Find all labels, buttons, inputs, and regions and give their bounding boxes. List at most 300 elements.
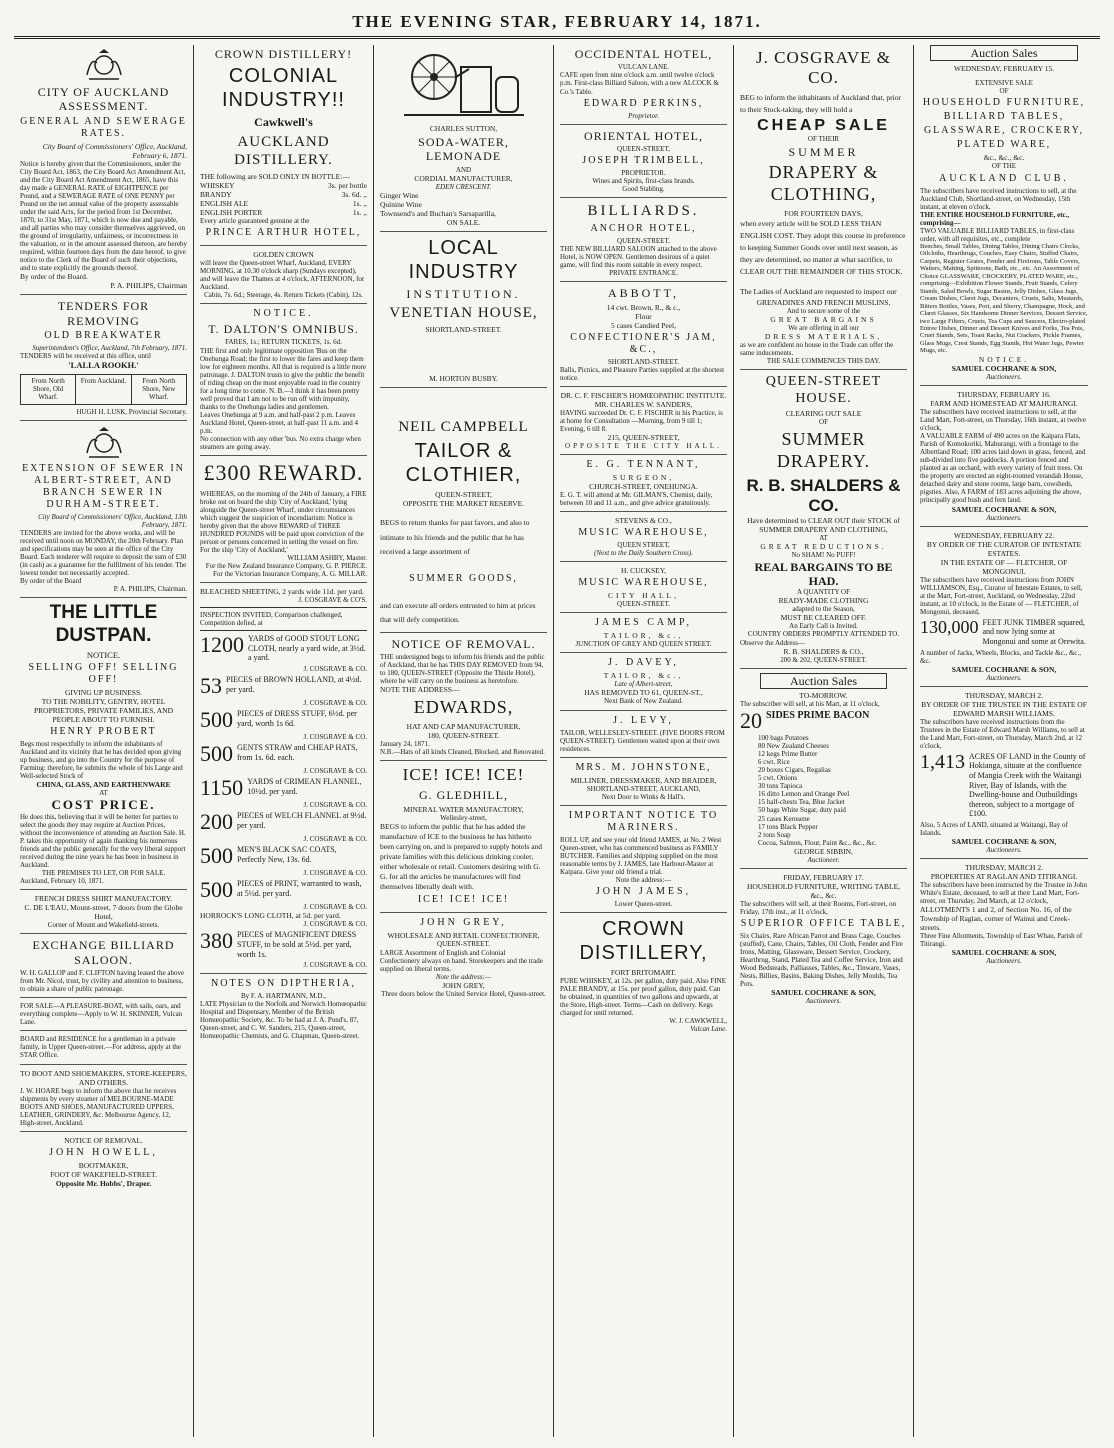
- ad-cosgrave-lots: [200, 587, 367, 974]
- reward-sign: For the Victorian Insurance Company, A. G. MILLAR.: [213, 569, 367, 578]
- ad-stevens: [560, 516, 727, 562]
- grey-name: JOHN GREY,: [420, 917, 507, 929]
- column-5: [734, 45, 914, 1437]
- list-item: 6 cwt. Rice: [758, 758, 790, 767]
- cosgrave-title: J. COSGRAVE & CO.: [755, 48, 892, 88]
- crown-distillery-2: CROWN DISTILLERY,: [579, 918, 708, 965]
- fischer-title: DR. C. F. FISCHER'S HOMŒOPATHIC INSTITUTE.: [560, 390, 727, 400]
- lot-text: PIECES of MAGNIFICENT DRESS STUFF, to be sold at 5½d. per yard, worth 1s.: [237, 930, 357, 959]
- cordial: CORDIAL MANUFACTURER,: [414, 173, 513, 183]
- reward-for: For the ship 'City of Auckland,': [200, 545, 288, 554]
- thu3-date: THURSDAY, MARCH 2.: [965, 863, 1043, 873]
- mariners-note: Note the address:—: [615, 876, 672, 884]
- ad-office-table: [740, 873, 907, 1009]
- royal-crest-icon: [79, 425, 129, 461]
- perkins: EDWARD PERKINS,: [583, 97, 704, 109]
- music-warehouse-2: MUSIC WAREHOUSE,: [578, 577, 709, 589]
- allotments: ALLOTMENTS 1 and 2, of Section No. 16, of the Township of Raglan, corner of Wainui and Creek-streets.: [920, 905, 1072, 933]
- list-item: 25 cases Kerosene: [758, 814, 810, 823]
- ad-auckland-club: [920, 45, 1088, 386]
- french-name: C. DE L'EAU, Mount-street, 7 doors from the Globe Hotel,: [24, 903, 183, 922]
- soda-machine-engraving-icon: [399, 47, 529, 122]
- ad-fischer: [560, 391, 727, 455]
- cochrane-sign: SAMUEL COCHRANE & SON,: [951, 837, 1057, 847]
- assess-order: By order of the Board.: [20, 272, 88, 282]
- ad-davey: [560, 657, 727, 710]
- lot-text: YARDS of GOOD STOUT LONG CLOTH, nearly a yard wide, at 3½d. a yard.: [248, 634, 366, 663]
- neil-campbell: NEIL CAMPBELL: [398, 419, 529, 436]
- auctioneers-label: Auctioneers.: [986, 673, 1022, 682]
- lot-text: ACRES OF LAND in the County of Hokianga, situate at the confluence of Mangia Creek with the Waitangi River, Bay of Islands, with the Dwelling-house and Outbuildings thereon, subject to a mortgage of £100.: [969, 751, 1086, 819]
- farm-title: FARM AND HOMESTEAD AT MAHURANGI.: [930, 398, 1078, 408]
- johnstone: MRS. M. JOHNSTONE,: [575, 761, 712, 773]
- grey-queen: QUEEN-STREET.: [437, 940, 490, 949]
- list-item: 2 tons Soap: [758, 830, 791, 839]
- ad-exchange-billiard: [20, 938, 187, 998]
- column-4: [554, 45, 734, 1437]
- mineral: MINERAL WATER MANUFACTORY,: [403, 804, 524, 814]
- secure: And to secure some of the: [786, 306, 861, 315]
- ad-omnibus: [200, 308, 367, 456]
- steamer-fares: Cabin, 7s. 6d.; Steerage, 4s. Return Tickets (Cabin), 12s.: [204, 291, 363, 300]
- auckland-club: AUCKLAND CLUB.: [939, 172, 1069, 184]
- drink-item: Ginger Wine: [380, 190, 419, 200]
- tenders-sign: HUGH H. LUSK, Provincial Secretary.: [76, 407, 187, 416]
- balls: Balls, Picnics, and Pleasure Parties supplied at the shortest notice.: [560, 365, 725, 382]
- cosgrave-sign: J. COSGRAVE & CO.: [303, 767, 367, 776]
- masthead-rule: [14, 36, 1100, 39]
- sewer-from: City Board of Commissioners' Office, Auckland, 13th February, 1871.: [38, 512, 187, 529]
- cawkwell: Cawkwell's: [254, 115, 313, 130]
- removal-name: JOHN HOWELL,: [49, 1146, 158, 1158]
- lot-item: [200, 777, 367, 799]
- dress-materials: DRESS MATERIALS,: [764, 331, 883, 341]
- dustpan-body2: He does this, believing that it will be better for parties to select the goods they may require at Auction Prices, without the inconvenience of attending an Auction Sale. H. P. takes this opportunity of again thanking his numerous friends and the public generally for the very liberal support received during the nine years he has been in business in Auckland.: [20, 812, 186, 870]
- removal-addr: FOOT OF WAKEFIELD-STREET.: [50, 1169, 157, 1179]
- ad-cosgrave-sale: [740, 48, 907, 370]
- royal-crest-icon: [79, 47, 129, 83]
- price-item: WHISKEY: [200, 180, 235, 190]
- diph-title: NOTES ON DIPTHERIA,: [211, 978, 356, 990]
- busby: M. HORTON BUSBY.: [429, 374, 498, 384]
- perkins-proprietor: Proprietor.: [628, 111, 659, 120]
- and-label: AND: [455, 165, 472, 174]
- cases: 5 cases Candied Peel,: [611, 320, 676, 330]
- tenders-ship: 'LALLA ROOKH.': [68, 360, 139, 371]
- ad-diptheria: [200, 978, 367, 1044]
- note-addr: NOTE THE ADDRESS—: [380, 685, 460, 695]
- vulcan-lane: Vulcan Lane.: [690, 1025, 727, 1034]
- trustee-body: The subscribers have received instructions from the Trustees in the Estate of Edward Marsh Williams, to sell at the Land Mart, Fort-street, on Thursday, March 2nd, at 12 o'clock,: [920, 717, 1085, 750]
- list-item: 12 kegs Prime Butter: [758, 750, 818, 759]
- stevens: STEVENS & CO.,: [615, 516, 672, 526]
- shalders-title: R. B. SHALDERS & CO.: [746, 475, 901, 516]
- lot-number: 500: [200, 877, 233, 903]
- cosgrave-sign: J. COSGRAVE & CO.: [303, 869, 367, 878]
- lot-text: GENTS STRAW and CHEAP HATS, from 1s. 6d. each.: [237, 743, 358, 762]
- adapted: adapted to the Season,: [792, 605, 855, 614]
- music1-st: QUEEN STREET,: [617, 541, 670, 550]
- mariners-body: ROLL UP, and see your old friend JAMES, at No. 2 West Queen-street, who has commenced business as FAMILY BUTCHER. Families and shipping supplied on the most reasonable terms by J. JAMES, late Harbour-Master at Kaipara. Give your old friend a trial.: [560, 835, 722, 876]
- boot-title: TO BOOT AND SHOEMAKERS, STORE-KEEPERS, AND OTHERS.: [20, 1068, 187, 1087]
- masthead: THE EVENING STAR, FEBRUARY 14, 1871.: [352, 12, 762, 31]
- price-row: [200, 181, 367, 190]
- lot-number: 200: [200, 809, 233, 835]
- ad-ice: [380, 765, 547, 914]
- dustpan-to: TO THE NOBILITY, GENTRY, HOTEL PROPRIETORS, PRIVATE FAMILIES, AND PEOPLE ABOUT TO FURNISH.: [34, 696, 173, 724]
- assess-sub: GENERAL AND SEWERAGE RATES.: [20, 115, 187, 139]
- extensive-sale: EXTENSIVE SALE: [975, 79, 1033, 88]
- horrock: HORROCK'S LONG CLOTH, at 5d. per yard.: [200, 911, 341, 921]
- sale-commences: THE SALE COMMENCES THIS DAY.: [766, 356, 881, 365]
- ad-mariners: [560, 810, 727, 913]
- notice-label: NOTICE.: [978, 354, 1030, 364]
- cosgrave-ladies: The Ladies of Auckland are requested to inspect our: [740, 286, 897, 296]
- list-item: 80 New Zealand Cheeses: [758, 742, 829, 751]
- davey: J. DAVEY,: [608, 657, 679, 669]
- glassware: GLASSWARE, CROCKERY,: [923, 125, 1085, 137]
- wellesley: Wellesley-street,: [440, 813, 487, 822]
- removal-opp: Opposite Mr. Hobbs', Draper.: [55, 1178, 152, 1188]
- confectioner: CONFECTIONER'S JAM, &C.,: [570, 331, 717, 355]
- dustpan-giving: GIVING UP BUSINESS.: [64, 687, 143, 697]
- plated-ware: PLATED WARE,: [956, 139, 1052, 151]
- removal-trade: BOOTMAKER,: [78, 1160, 129, 1170]
- lot-item: [200, 634, 367, 663]
- ad-john-grey: [380, 917, 547, 1001]
- tennant-body: E. G. T. will attend at Mr. GILMAN'S, Chemist, daily, between 10 and 11 a.m., and give advice gratuitously.: [560, 491, 713, 508]
- ad-sutton: [380, 47, 547, 232]
- britomart: FORT BRITOMART.: [610, 968, 677, 978]
- grey-body: LARGE Assortment of English and Colonial Confectionery always on hand. Storekeepers and the trade supplied on liberal terms.: [380, 948, 543, 973]
- column-3: [374, 45, 554, 1437]
- billiards-title: BILLIARDS.: [587, 203, 700, 220]
- omnibus-body: THE first and only legitimate opposition 'Bus on the Onehunga Road; the first to lower the fares and keep them low for eighteen months. All that is required is a little more patronage. J. DALTON trusts to give the public the benefit of riding cheap on the most enjoyable road in the country for a long time to come. N. B.—I think it has been pretty well proved that I am not to be run off with impunity, thanks to the Onehunga ladies and gentlemen.: [200, 346, 367, 411]
- real-bargains: REAL BARGAINS TO BE HAD.: [754, 559, 893, 588]
- ad-board: [20, 1035, 187, 1064]
- of-the-label: OF THE: [991, 162, 1017, 171]
- superior-body: Six Chairs, Rare African Parrot and Brass Cage, Couches (stuffed), Cane, Chairs, Tables, Oil Cloth, Fender and Fire Irons, Matting, Glassware, Dessert Service, Crockery, Hearthrug, Stand, Plated Tea and Coffee Service, Iron and Wood Bedsteads, Palliasses, Tables, &c., Tinware, Vases, Nests, Billies, Basins, Baking Dishes, Jelly Moulds, Tea Pots.: [740, 931, 903, 989]
- occ-vulcan: VULCAN LANE.: [617, 63, 670, 72]
- shalders-sdc: SUMMER DRAPERY AND CLOTHING,: [759, 525, 888, 535]
- dustpan-at: AT: [99, 789, 108, 798]
- golden-crown: GOLDEN CROWN: [253, 249, 314, 259]
- billiard-tables: BILLIARD TABLES,: [943, 111, 1065, 123]
- billiard-body: W. H. GALLOP and F. CLIFTON having leased the above from Mr. Nicol, trust, by civility and attention to business, to obtain a share of public patronage.: [20, 969, 185, 994]
- clearing-sale: CLEARING OUT SALE: [785, 409, 862, 419]
- sanders-body: HAVING succeeded Dr. C. F. FISCHER in his Practice, is at home for Consultation —Morning, from 9 till 1; Evening, 6 till 8.: [560, 408, 723, 434]
- household-title: HOUSEHOLD FURNITURE, WRITING TABLE, &c., &c.: [746, 881, 901, 900]
- drink-item: Quinine Wine: [380, 199, 422, 209]
- prince-hotel: PRINCE ARTHUR HOTEL,: [205, 226, 362, 238]
- venetian-house: VENETIAN HOUSE,: [389, 305, 538, 322]
- column-6: [914, 45, 1094, 1437]
- summer-drapery: SUMMER DRAPERY.: [776, 429, 871, 472]
- sanders-addr: 215, QUEEN-STREET,: [607, 433, 680, 443]
- cosgrave-sign: J. COSGRAVE & CO.: [303, 920, 367, 929]
- ad-williams-estate: [920, 691, 1088, 859]
- lot-text: PIECES of WELCH FLANNEL at 9½d. per yard.: [237, 811, 367, 830]
- stabling: Good Stabling.: [622, 185, 665, 194]
- raglan-intro: The subscribers have been instructed by the Trustee in John White's Estate, deceased, to sell at their Land Mart, Fort-street, on Thursday, 2nd March, at 12 o'clock,: [920, 881, 1087, 906]
- hat-manufacturer: HAT AND CAP MANUFACTURER,: [406, 721, 521, 731]
- omnibus-title: T. DALTON'S OMNIBUS.: [208, 322, 359, 337]
- lot-text: PIECES of BROWN HOLLAND, at 4½d. per yard.: [226, 674, 362, 694]
- assess-sign: P. A. PHILIPS, Chairman: [110, 281, 187, 291]
- lot-number: 500: [200, 843, 233, 869]
- trustee: BY ORDER OF THE TRUSTEE IN THE ESTATE OF EDWARD MARSH WILLIAMS.: [921, 699, 1087, 718]
- davey-body: HAS REMOVED TO 61, QUEEN-ST.,: [584, 688, 703, 698]
- fortnight: FOR FOURTEEN DAYS,: [784, 208, 863, 218]
- bleached: BLEACHED SHEETING, 2 yards wide 11d. per yard.: [200, 587, 364, 597]
- ad-neil-campbell: [380, 418, 547, 632]
- must-clear: MUST BE CLEARED OFF.: [780, 613, 867, 623]
- of-their: OF THEIR: [807, 134, 840, 143]
- jacks: A number of Jacks, Wheels, Blocks, and Tackle &c., &c., &c.: [920, 648, 1081, 665]
- ad-cucksey: [560, 566, 727, 613]
- occ-body: CAFE open from nine o'clock a.m. until twelve o'clock p.m. First-class Billiard Saloon, with a new ALCOCK & Co.'s Table.: [560, 71, 719, 96]
- ad-anchor-billiards: [560, 202, 727, 282]
- lot-number: 20: [740, 708, 762, 734]
- neil-body: BEGS to return thanks for past favors, and also to intimate to his friends and the public that he has received a large assortment of: [380, 518, 530, 556]
- list-item: 50 bags White Sugar, duty paid: [758, 806, 846, 815]
- ad-pleasure-boat: [20, 1002, 187, 1031]
- fletcher-body: The subscribers have received instructions from JOHN WILLIAMSON, Esq., Curator of Intestate Estates, to sell, at the Mart, Fort-street, Auckland, on Wednesday, 22nd instant, at 10 o'clock, in the Estate of — FLETCHER, of Mongonui, deceased,: [920, 575, 1083, 616]
- lot-item: [200, 743, 367, 765]
- ad-tenders: [20, 299, 187, 420]
- sold-intro: THE following are SOLD ONLY IN BOTTLE:—: [200, 171, 350, 181]
- james-camp: JAMES CAMP,: [595, 617, 692, 629]
- cosgrave-sign: J. COSGRAVE & CO.: [303, 801, 367, 810]
- list-item: 100 bags Potatoes: [758, 734, 809, 743]
- ad-oriental: [560, 129, 727, 199]
- etc-label: &c., &c., &c.: [983, 153, 1025, 163]
- acres2: Also, 5 Acres of LAND, situated at Waitangi, Bay of Islands.: [920, 821, 1068, 838]
- friday-date: FRIDAY, FEBRUARY 17.: [783, 872, 864, 882]
- ad-boot-makers: [20, 1069, 187, 1132]
- tenders-body: TENDERS will be received at this office, until: [20, 352, 151, 361]
- city-hall: CITY HALL,: [608, 591, 679, 601]
- lot-item: [200, 845, 367, 867]
- lot-text: SIDES PRIME BACON: [766, 710, 870, 722]
- price-list: [200, 181, 367, 217]
- lot-number: 1,413: [920, 750, 965, 773]
- raglan-title: PROPERTIES AT RAGLAN AND TITIRANGI.: [930, 872, 1078, 882]
- ad-removal-howell: [20, 1136, 187, 1192]
- notice-heading: NOTICE.: [253, 308, 314, 320]
- music1-next: (Next to the Daily Southern Cross).: [594, 549, 693, 558]
- ice-heading: ICE! ICE! ICE!: [402, 764, 525, 784]
- no-sham: No SHAM! No PUFF!: [791, 551, 856, 560]
- private-entrance: PRIVATE ENTRANCE.: [609, 269, 678, 278]
- price-value: 3s. 6d. ,,: [341, 189, 367, 199]
- boat-body: FOR SALE—A PLEASURE-BOAT, with sails, oars, and everything complete—Apply to W. H. SKINNER, Vulcan Lane.: [20, 1002, 183, 1027]
- davey-late: Late of Albert-street,: [614, 680, 673, 689]
- grey-name-footer: JOHN GREY,: [442, 980, 485, 990]
- thu2-date: THURSDAY, MARCH 2.: [965, 690, 1043, 700]
- great-bargains: GREAT BARGAINS: [770, 314, 877, 324]
- neil-queen: QUEEN-STREET,: [435, 490, 492, 500]
- sibbin-intro: The subscriber will sell, at his Mart, at 11 o'clock,: [740, 699, 880, 708]
- ad-auction-bacon: [740, 673, 907, 869]
- omnibus-fares: FARES, 1s.; RETURN TICKETS, 1s. 6d.: [225, 338, 342, 347]
- lot-number: 53: [200, 672, 222, 698]
- dustpan-name: HENRY PROBERT: [50, 725, 157, 737]
- cosgrave-sign: J. COSGRAVE & CO.: [303, 903, 367, 912]
- at-label: AT: [819, 534, 828, 543]
- shortland: SHORTLAND-STREET.: [425, 325, 502, 335]
- bleached-sign: J. COSGRAVE & CO'S.: [298, 596, 367, 605]
- auction-heading: Auction Sales: [760, 673, 887, 689]
- crown-body: PURE WHISKEY, at 12s. per gallon, duty paid. Also FINE PALE BRANDY, at 15s. per proof gallon, duty paid. Can be obtained, in quantities of two gallons and upwards, at the Store, High-street. Terms—Cash on delivery. Kegs charged for until returned.: [560, 977, 726, 1018]
- sewer-body: TENDERS are invited for the above works, and will be received until noon on MONDAY, the 20th February. Plan and specifications may be seen at the office of the City Board. Each tenderer will require to deposit the sum of £30 (in cash) as a guarantee for the fulfilment of his tender. The lowest tender not necessarily accepted.: [20, 528, 187, 578]
- list-item: 20 boxes Cigars, Regalias: [758, 766, 831, 775]
- colonial-industry: COLONIAL INDUSTRY!!: [222, 65, 345, 112]
- three-allotments: Three Fine Allotments, Township of East Whau, Parish of Titirangi.: [920, 932, 1083, 949]
- auctioneers-label: Auctioneers.: [986, 846, 1022, 855]
- removal-title: NOTICE OF REMOVAL.: [64, 1135, 143, 1145]
- sewer-order: By order of the Board: [20, 577, 82, 586]
- tailor-clothier: TAILOR & CLOTHIER,: [405, 440, 522, 487]
- inspection: INSPECTION INVITED, Comparison challenged, Competition defied, at: [200, 611, 343, 628]
- cochrane-sign: SAMUEL COCHRANE & SON,: [771, 988, 876, 998]
- cochrane-sign: SAMUEL COCHRANE & SON,: [951, 363, 1057, 373]
- hh-intro: The subscribers will sell, at their Rooms, Fort-street, on Friday, 17th inst., at 11 o'clock,: [740, 899, 897, 916]
- timber-lot: [920, 618, 1088, 647]
- auckland-distillery: AUCKLAND DISTILLERY.: [234, 133, 333, 168]
- abbott-addr: 14 cwt. Brown, R., & c.,: [606, 302, 681, 312]
- rbs-addr: 200 & 202, QUEEN-STREET.: [780, 655, 867, 664]
- removal-heading: NOTICE OF REMOVAL.: [391, 636, 536, 651]
- ad-edwards: [380, 637, 547, 761]
- lot-text: MEN'S BLACK SAC COATS, Perfectly New, 13s. 6d.: [237, 845, 337, 864]
- lot-item: [200, 879, 367, 901]
- list-item: 16 ditto Lemon and Orange Peel: [758, 790, 850, 799]
- ad-reward: [200, 460, 367, 583]
- ad-raglan: [920, 863, 1088, 969]
- club-list: Benches, Small Tables, Dining Tables, Dining Chairs Clocks, Oilcloths, Hearthrugs, Couches, Easy Chairs, Stuffed Chairs, Carpets, Register Grates, Fender and Fireirons, Table Covers, Waiters, Matting, Spittoons, Bath, etc., etc. An Assortment of Choice GLASSWARE, CROCKERY, PLATED WARE, etc., comprising—Exhibition Flower Stands, Fruit Stands, Celery Stands, Salad Bowls, Sugar Basins, Jelly Dishes, Glass Jugs, Cream Dishes, Claret Jugs, Decanters, Cruets, Salts, Mustards, Bitters Bottles, Vases, Port, and Sherry, Champagne, Hock, and Claret Glasses, Six Handsome Dinner Services, Dessert Service, two Large Filters, Cruets, Tea Cups and Saucers, Electro-plated Entree Dishes, Dinner and Dessert Knives and Forks, Tea Pots, Cruet Stands, Sets, Toast Racks, Nut Crackers, Pickle Frames, Glass Mugs, Crest Stands, Egg Stands, Hot Water Jugs, Pewter Mugs, etc.: [920, 242, 1088, 355]
- sibbin: GEORGE SIBBIN,: [794, 846, 853, 856]
- divider: [200, 607, 367, 608]
- boot-body: J. W. HOARE begs to inform the above that he receives shipments by every steamer of MELBOURNE-MADE BOOTS AND SHOES, MANUFACTURED UPPERS, LEATHER, GRINDERY, &c. Melbourne Agency, 12, High-street, Auckland.: [20, 1086, 177, 1127]
- milliner-next: Next Door to Winks & Hall's.: [601, 792, 686, 801]
- household-furniture: HOUSEHOLD FURNITURE,: [922, 97, 1086, 109]
- anchor-st: QUEEN-STREET.: [617, 237, 670, 246]
- ad-crown-britomart: [560, 917, 727, 1037]
- john-james: JOHN JAMES,: [595, 886, 692, 898]
- ad-levy: [560, 715, 727, 758]
- steamer-body: will leave the Queen-street Wharf, Auckland, EVERY MORNING, at 10.30 o'clock sharp (Sundays excepted), and will leave the Thames at 4 o'clock, AFTERNOON, for Auckland.: [200, 258, 365, 291]
- hat-nb: N.B.—Hats of all kinds Cleaned, Blocked, and Renovated.: [380, 747, 545, 756]
- auctioneers-label: Auctioneers.: [986, 372, 1022, 381]
- oriental-title: ORIENTAL HOTEL,: [584, 128, 703, 143]
- list-item: 17 tons Black Pepper: [758, 822, 818, 831]
- cochrane-auctioneers: Auctioneers.: [805, 997, 842, 1006]
- ad-crown-distillery: [200, 47, 367, 246]
- tenders-sub: OLD BREAKWATER: [44, 330, 163, 342]
- local-industry: LOCAL INDUSTRY: [408, 236, 519, 283]
- mariners-title: IMPORTANT NOTICE TO MARINERS.: [568, 809, 719, 833]
- wholesale: WHOLESALE AND RETAIL CONFECTIONER,: [387, 931, 540, 941]
- anchor-body: THE NEW BILLIARD SALOON attached to the above Hotel, is NOW OPEN. Gentlemen desirous of a quiet game, will find this room suitable in every respect.: [560, 245, 717, 270]
- lot-number: 130,000: [920, 616, 979, 637]
- reward-body: WHEREAS, on the morning of the 24th of January, a FIRE broke out on board the ship 'City of Auckland,' lying alongside the Queen-street Wharf, under circumstances which suggest the suspicion of incendiarism: Notice is hereby given that the above REWARD of THREE HUNDRED POUNDS will be paid upon conviction of the person or persons concerned in setting the vessel on fire.: [200, 489, 367, 546]
- french-addr: Corner of Mount and Wakefield-streets.: [47, 921, 160, 930]
- french-title: FRENCH DRESS SHIRT MANUFACTORY.: [34, 894, 173, 904]
- country-orders: COUNTRY ORDERS PROMPTLY ATTENDED TO.: [747, 630, 900, 639]
- quantity: A QUANTITY OF: [796, 588, 851, 597]
- omnibus-times: Leaves Onehunga at 9 a.m. and half-past 2 p.m. Leaves Auckland Hotel, Queen-street, at half-past 11 a.m. and 4 p.m.: [200, 410, 358, 435]
- lot-number: 380: [200, 928, 233, 954]
- summer: SUMMER: [788, 145, 859, 160]
- diph-by: By F. A. HARTMANN, M.D.,: [241, 992, 326, 1001]
- drink-item: Townsend's and Buchan's Sarsaparilla,: [380, 208, 496, 218]
- farm-body: A VALUABLE FARM of 490 acres on the Kaipara Flats, Parish of Komokoriki, Mahurangi, with a frontage to the Albertland Road; 100 acres laid down in grass, fenced, and sub-divided into five paddocks. A portion fenced and planted as an orchard, with every variety of fruit trees. On the property are erected an eight-roomed verandah House, detached dairy and stone rooms, large barn, cowsheds, pigsties. Also, A FARM of 183 acres adjoining the above, principally good bush and fern land.: [920, 432, 1086, 505]
- ad-johnstone: [560, 762, 727, 806]
- tenders-table: [20, 374, 187, 405]
- oriental-st: QUEEN-STREET,: [617, 145, 670, 154]
- cosgrave-sign: J. COSGRAVE & CO.: [303, 835, 367, 844]
- lot-number: 500: [200, 741, 233, 767]
- two-tables: TWO VALUABLE BILLIARD TABLES, in first-class order, with all requisites, etc., complete: [920, 226, 1075, 243]
- wines: Wines and Spirits, first-class brands.: [592, 177, 695, 186]
- ad-mahurangi-farm: [920, 390, 1088, 527]
- soda-lemonade: SODA-WATER, LEMONADE: [418, 135, 509, 164]
- column-2: [194, 45, 374, 1437]
- gledhill: G. GLEDHILL,: [419, 788, 508, 803]
- auction-heading: Auction Sales: [930, 45, 1078, 61]
- ad-french-shirt: [20, 894, 187, 934]
- lot-text: PIECES of DRESS STUFF, 6½d. per yard, worth 1s 6d.: [237, 709, 357, 728]
- sanders: MR. CHARLES W. SANDERS,: [594, 399, 693, 409]
- dustpan-title: THE LITTLE DUSTPAN.: [49, 602, 158, 646]
- dustpan-notice: NOTICE.: [86, 649, 121, 660]
- ad-assessment: [20, 47, 187, 295]
- divider: [200, 630, 367, 631]
- price-row: [200, 190, 367, 199]
- queen-street-house: QUEEN-STREET HOUSE.: [765, 373, 882, 406]
- thu-date: THURSDAY, FEBRUARY 16.: [957, 389, 1051, 399]
- ad-abbott: [560, 286, 727, 387]
- offering: We are offering in all our: [788, 323, 859, 332]
- levy: J. LEVY,: [613, 714, 674, 726]
- cucksey: H. CUCKSEY,: [620, 566, 667, 576]
- wed22-date: WEDNESDAY, FEBRUARY 22.: [953, 530, 1055, 540]
- ice-footer: ICE! ICE! ICE!: [417, 894, 510, 906]
- farm-intro: The subscribers have received instructions to sell, at the Land Mart, Fort-street, on Thursday, 16th instant, at twelve o'clock,: [920, 407, 1086, 433]
- reward-sign: WILLIAM ASHBY, Master.: [287, 553, 367, 562]
- columns: [14, 45, 1100, 1437]
- assess-body: Notice is hereby given that the Commissioners, under the City Board Act, 1863, the City Board Act Amendment Act, and the City Board Act Amendment Act, 1865, have this day made a GENERAL RATE of EIGHTPENCE per Pound, and a SEWERAGE RATE of ONE PENNY per Pound on the net annual value of the property assessable under the said Acts, for the period from 1st December, 1870, to 31st May, 1871, which is now due and payable, and all parties who may consider themselves aggrieved, on the ground of irregularity, unfairness, or incorrectness in the valuation, or in the amount assessed thereon, are hereby required, within fourteen days from the date hereof, to give notice to the Clerk of the Board of such their objections, and to state explicitly the grounds thereof.: [20, 159, 187, 273]
- institution: INSTITUTION.: [406, 286, 521, 301]
- tenders-from: Superintendent's Office, Auckland, 7th February, 1871.: [32, 344, 187, 353]
- music-warehouse-1: MUSIC WAREHOUSE,: [578, 527, 709, 539]
- reward-sign: For the New Zealand Insurance Company, G. P. PIERCE.: [205, 561, 367, 570]
- ad-sewer: [20, 425, 187, 598]
- tenders-title: TENDERS FOR REMOVING: [57, 299, 150, 328]
- list-item: 30 tons Tapioca: [758, 782, 803, 791]
- list-item: Cocoa, Salmon, Flour, Paint &c., &c., &c.: [758, 838, 877, 847]
- billiard-title: EXCHANGE BILLIARD SALOON.: [32, 938, 175, 967]
- price-value: 1s. ,,: [352, 198, 367, 208]
- auctioneers-label: Auctioneers.: [986, 957, 1022, 966]
- davey-tailor: TAILOR, &c.,: [603, 671, 684, 681]
- tennant: E. G. TENNANT,: [586, 459, 701, 471]
- wed-date: WEDNESDAY, FEBRUARY 15.: [953, 64, 1055, 74]
- neil-opposite: OPPOSITE THE MARKET RESERVE.: [402, 499, 525, 509]
- column-1: [14, 45, 194, 1437]
- surgeon: SURGEON,: [612, 473, 675, 483]
